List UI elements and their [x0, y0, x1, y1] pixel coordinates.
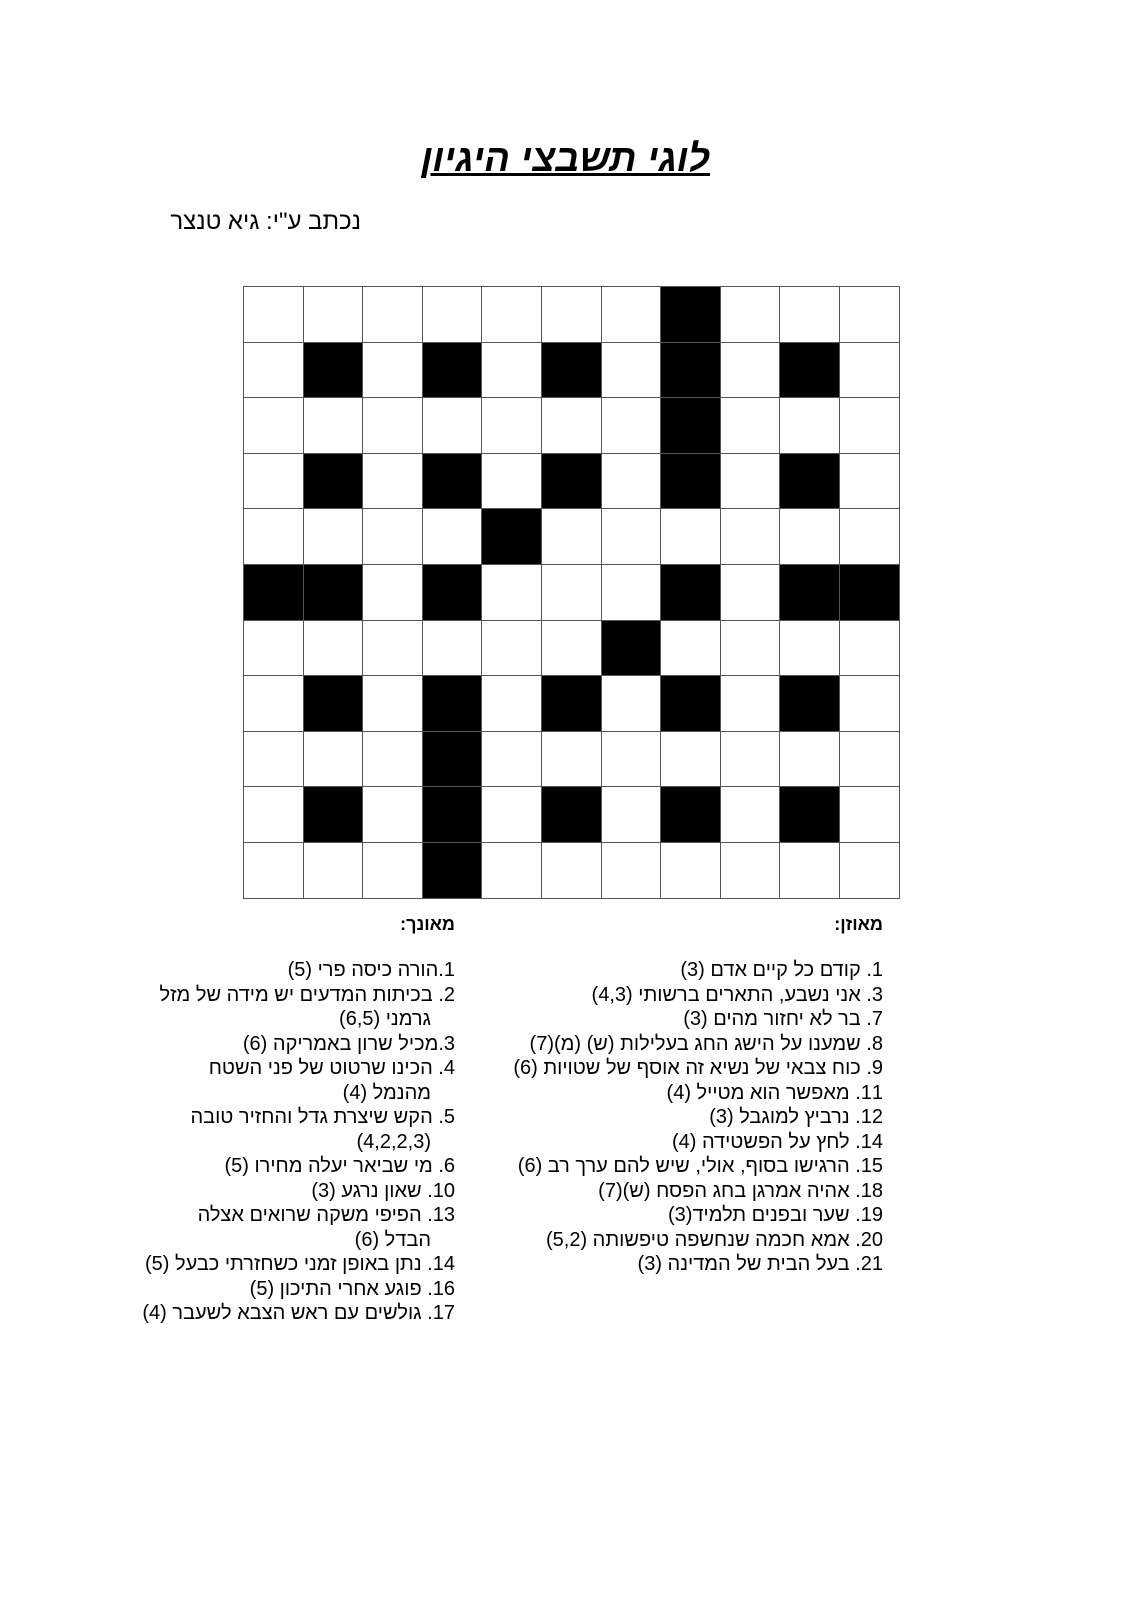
black-cell: [840, 565, 900, 621]
white-cell[interactable]: [423, 398, 483, 454]
down-clue-continuation: הבדל (6): [354, 1228, 431, 1251]
down-clue: 1.הורה כיסה פרי (5): [287, 959, 455, 981]
across-clue: 19. שער ובפנים תלמיד(3): [668, 1204, 883, 1226]
down-clue-continuation: מהנמל (4): [342, 1081, 431, 1104]
white-cell[interactable]: [840, 732, 900, 788]
white-cell[interactable]: [423, 621, 483, 677]
black-cell: [542, 676, 602, 732]
across-clue: 15. הרגישו בסוף, אולי, שיש להם ערך רב (6): [517, 1155, 883, 1177]
white-cell[interactable]: [482, 565, 542, 621]
white-cell[interactable]: [661, 509, 721, 565]
across-clue: 21. בעל הבית של המדינה (3): [637, 1253, 883, 1275]
white-cell[interactable]: [721, 565, 781, 621]
across-clue: 1. קודם כל קיים אדם (3): [680, 959, 883, 981]
black-cell: [661, 398, 721, 454]
white-cell[interactable]: [602, 398, 662, 454]
black-cell: [482, 509, 542, 565]
black-cell: [423, 565, 483, 621]
white-cell[interactable]: [602, 676, 662, 732]
white-cell[interactable]: [363, 843, 423, 899]
white-cell[interactable]: [780, 843, 840, 899]
white-cell[interactable]: [721, 509, 781, 565]
across-clue: 14. לחץ על הפשטידה (4): [671, 1130, 883, 1153]
black-cell: [780, 787, 840, 843]
white-cell[interactable]: [840, 787, 900, 843]
white-cell[interactable]: [423, 509, 483, 565]
down-clue: 2. בכיתות המדעים יש מידה של מזל: [159, 983, 455, 1006]
white-cell[interactable]: [721, 398, 781, 454]
white-cell[interactable]: [780, 398, 840, 454]
white-cell[interactable]: [542, 621, 602, 677]
white-cell[interactable]: [840, 343, 900, 399]
white-cell[interactable]: [721, 621, 781, 677]
white-cell[interactable]: [304, 398, 364, 454]
white-cell[interactable]: [840, 287, 900, 343]
black-cell: [304, 454, 364, 510]
white-cell[interactable]: [661, 621, 721, 677]
black-cell: [423, 843, 483, 899]
white-cell[interactable]: [542, 732, 602, 788]
black-cell: [542, 343, 602, 399]
white-cell[interactable]: [304, 843, 364, 899]
white-cell[interactable]: [721, 732, 781, 788]
white-cell[interactable]: [602, 843, 662, 899]
across-clue: 8. שמענו על הישג החג בעלילות (ש) (מ)(7): [529, 1032, 883, 1055]
white-cell[interactable]: [363, 509, 423, 565]
crossword-grid: [243, 286, 900, 899]
page-title: לוגי תשבצי היגיון: [420, 138, 710, 180]
white-cell[interactable]: [304, 509, 364, 565]
black-cell: [661, 454, 721, 510]
black-cell: [542, 787, 602, 843]
white-cell[interactable]: [244, 287, 304, 343]
down-clue: 5. הקש שיצרת גדל והחזיר טובה: [190, 1106, 455, 1128]
across-heading: מאוזן:: [834, 914, 883, 934]
white-cell[interactable]: [840, 676, 900, 732]
white-cell[interactable]: [244, 732, 304, 788]
black-cell: [304, 565, 364, 621]
white-cell[interactable]: [363, 398, 423, 454]
white-cell[interactable]: [244, 398, 304, 454]
white-cell[interactable]: [304, 732, 364, 788]
down-clue: 17. גולשים עם ראש הצבא לשעבר (4): [142, 1302, 455, 1324]
white-cell[interactable]: [602, 732, 662, 788]
white-cell[interactable]: [363, 343, 423, 399]
across-clue: 20. אמא חכמה שנחשפה טיפשותה (5,2): [545, 1228, 883, 1251]
white-cell[interactable]: [721, 676, 781, 732]
black-cell: [423, 676, 483, 732]
white-cell[interactable]: [661, 732, 721, 788]
white-cell[interactable]: [244, 787, 304, 843]
black-cell: [423, 343, 483, 399]
white-cell[interactable]: [542, 843, 602, 899]
white-cell[interactable]: [482, 454, 542, 510]
down-clue: 6. מי שביאר יעלה מחירו (5): [224, 1155, 455, 1177]
white-cell[interactable]: [482, 787, 542, 843]
black-cell: [780, 676, 840, 732]
white-cell[interactable]: [840, 509, 900, 565]
white-cell[interactable]: [363, 621, 423, 677]
black-cell: [661, 787, 721, 843]
black-cell: [542, 454, 602, 510]
down-clue-continuation: (4,2,2,3): [356, 1130, 431, 1153]
black-cell: [661, 287, 721, 343]
black-cell: [304, 787, 364, 843]
across-clue: 3. אני נשבע, התארים ברשותי (4,3): [591, 983, 883, 1006]
white-cell[interactable]: [363, 732, 423, 788]
down-clue: 13. הפיפי משקה שרואים אצלה: [197, 1204, 455, 1226]
across-clue: 11. מאפשר הוא מטייל (4): [666, 1081, 883, 1104]
black-cell: [304, 343, 364, 399]
white-cell[interactable]: [780, 509, 840, 565]
white-cell[interactable]: [542, 509, 602, 565]
white-cell[interactable]: [840, 454, 900, 510]
white-cell[interactable]: [304, 621, 364, 677]
white-cell[interactable]: [482, 343, 542, 399]
down-clue: 16. פוגע אחרי התיכון (5): [249, 1277, 455, 1300]
black-cell: [244, 565, 304, 621]
across-clue: 9. כוח צבאי של נשיא זה אוסף של שטויות (6): [513, 1057, 883, 1079]
across-clue: 12. נרביץ למוגבל (3): [709, 1106, 883, 1128]
white-cell[interactable]: [780, 287, 840, 343]
white-cell[interactable]: [363, 565, 423, 621]
white-cell[interactable]: [602, 343, 662, 399]
white-cell[interactable]: [244, 509, 304, 565]
down-clue: 3.מכיל שרון באמריקה (6): [242, 1032, 455, 1055]
black-cell: [661, 343, 721, 399]
down-clue: 4. הכינו שרטוט של פני השטח: [208, 1057, 455, 1079]
white-cell[interactable]: [721, 787, 781, 843]
white-cell[interactable]: [482, 621, 542, 677]
black-cell: [780, 454, 840, 510]
white-cell[interactable]: [542, 565, 602, 621]
white-cell[interactable]: [840, 843, 900, 899]
author-line: נכתב ע"י: גיא טנצר: [170, 208, 361, 235]
white-cell[interactable]: [602, 454, 662, 510]
down-clue: 10. שאון נרגע (3): [311, 1179, 455, 1202]
white-cell[interactable]: [244, 454, 304, 510]
white-cell[interactable]: [602, 565, 662, 621]
white-cell[interactable]: [244, 343, 304, 399]
across-clue-list: [483, 958, 883, 1277]
white-cell[interactable]: [244, 676, 304, 732]
white-cell[interactable]: [363, 287, 423, 343]
white-cell[interactable]: [482, 398, 542, 454]
white-cell[interactable]: [363, 676, 423, 732]
black-cell: [423, 787, 483, 843]
white-cell[interactable]: [244, 621, 304, 677]
black-cell: [661, 676, 721, 732]
white-cell[interactable]: [602, 787, 662, 843]
black-cell: [423, 454, 483, 510]
across-clue: 7. בר לא יחזור מהים (3): [683, 1008, 883, 1030]
down-clue-continuation: גרמני (6,5): [339, 1008, 431, 1030]
black-cell: [423, 732, 483, 788]
down-clue: 14. נתן באופן זמני כשחזרתי כבעל (5): [144, 1253, 455, 1275]
white-cell[interactable]: [780, 732, 840, 788]
black-cell: [661, 565, 721, 621]
down-clue-list: [125, 958, 455, 1326]
across-clue: 18. אהיה אמרגן בחג הפסח (ש)(7): [598, 1179, 883, 1202]
white-cell[interactable]: [482, 732, 542, 788]
white-cell[interactable]: [661, 843, 721, 899]
white-cell[interactable]: [244, 843, 304, 899]
white-cell[interactable]: [721, 343, 781, 399]
white-cell[interactable]: [542, 287, 602, 343]
white-cell[interactable]: [721, 454, 781, 510]
white-cell[interactable]: [840, 621, 900, 677]
black-cell: [780, 565, 840, 621]
white-cell[interactable]: [363, 787, 423, 843]
white-cell[interactable]: [482, 676, 542, 732]
white-cell[interactable]: [304, 287, 364, 343]
white-cell[interactable]: [840, 398, 900, 454]
black-cell: [602, 621, 662, 677]
white-cell[interactable]: [721, 287, 781, 343]
white-cell[interactable]: [602, 287, 662, 343]
white-cell[interactable]: [482, 843, 542, 899]
white-cell[interactable]: [780, 621, 840, 677]
white-cell[interactable]: [602, 509, 662, 565]
white-cell[interactable]: [542, 398, 602, 454]
white-cell[interactable]: [482, 287, 542, 343]
white-cell[interactable]: [423, 287, 483, 343]
white-cell[interactable]: [363, 454, 423, 510]
down-heading: מאונך:: [400, 914, 455, 934]
white-cell[interactable]: [721, 843, 781, 899]
black-cell: [304, 676, 364, 732]
black-cell: [780, 343, 840, 399]
